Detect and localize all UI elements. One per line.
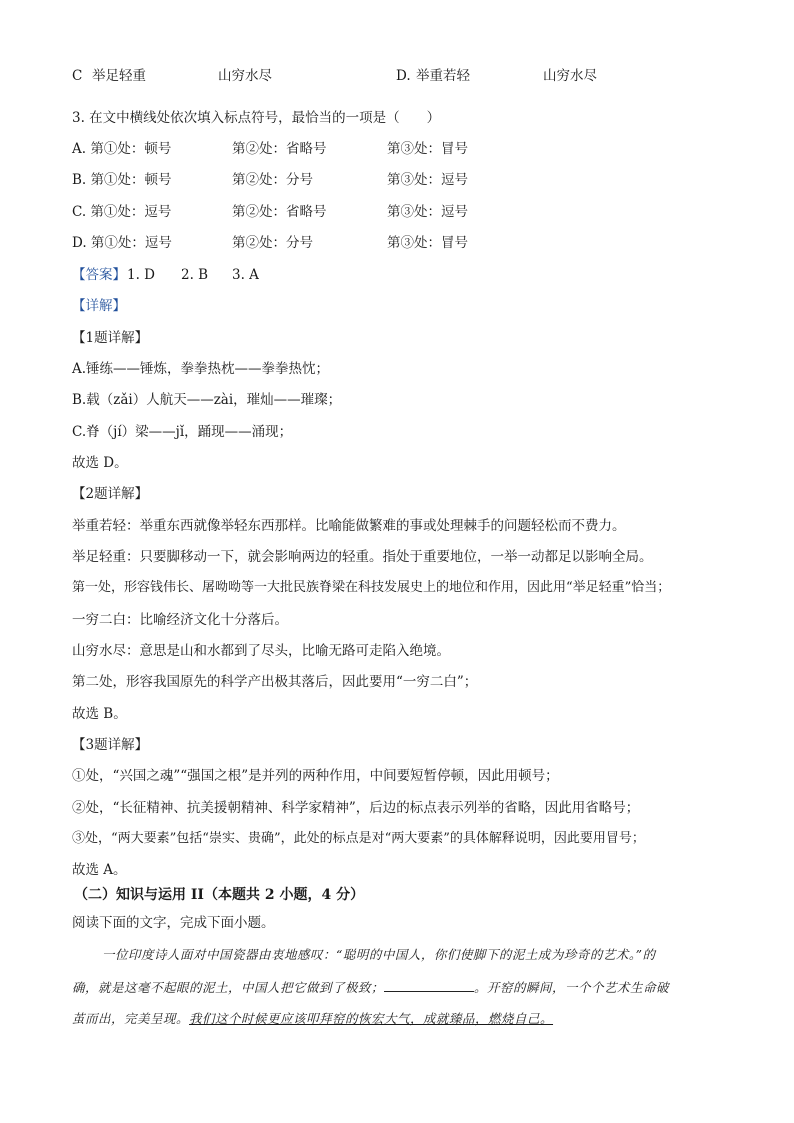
section-2-title: （二）知识与运用 II（本题共 2 小题，4 分）	[74, 887, 365, 903]
detail-3-heading: 【3题详解】	[72, 737, 149, 753]
q3-option-a-p3: 第③处：冒号	[387, 141, 468, 157]
detail-2-heading: 【2题详解】	[72, 486, 149, 502]
option-c-second: 山穷水尽	[218, 68, 272, 84]
detail-2-line-6: 第二处，形容我国原先的科学产出极其落后，因此要用“一穷二白”；	[72, 674, 478, 690]
passage-line-2-end: 。开窑的瞬间，一个个艺术生命破	[474, 980, 670, 995]
answer-1: 1. D	[127, 267, 155, 283]
fill-in-blank[interactable]	[384, 977, 474, 992]
q3-option-d-p3: 第③处：冒号	[387, 235, 468, 251]
section-2-instruction: 阅读下面的文字，完成下面小题。	[72, 915, 275, 931]
detail-3-conclusion: 故选 A。	[72, 862, 127, 878]
detail-2-line-4: 一穷二白：比喻经济文化十分落后。	[72, 612, 288, 628]
detail-3-line-1: ①处，“兴国之魂”“强国之根”是并列的两种作用，中间要短暂停顿，因此用顿号；	[72, 768, 559, 784]
option-d-second: 山穷水尽	[543, 68, 597, 84]
detail-3-line-2: ②处，“长征精神、抗美援朝精神、科学家精神”，后边的标点表示列举的省略，因此用省略号；	[72, 800, 640, 816]
q3-option-a: A. 第①处：顿号	[72, 141, 172, 157]
passage-line-3	[72, 1009, 553, 1029]
detail-2-conclusion: 故选 B。	[72, 706, 127, 722]
q3-option-c: C. 第①处：逗号	[72, 204, 172, 220]
detail-2-line-5: 山穷水尽：意思是山和水都到了尽头，比喻无路可走陷入绝境。	[72, 643, 450, 659]
detail-2-line-3: 第一处，形容钱伟长、屠呦呦等一大批民族脊梁在科技发展史上的地位和作用，因此用“举足轻重”恰当；	[72, 580, 671, 595]
detail-2-line-2: 举足轻重：只要脚移动一下，就会影响两边的轻重。指处于重要地位，一举一动都足以影响全局。	[72, 549, 653, 565]
detail-tag: 【详解】	[72, 298, 126, 314]
underlined-sentence: 我们这个时候更应该叩拜窑的恢宏大气，成就臻品，燃烧自己。	[189, 1011, 554, 1026]
q3-option-c-p3: 第③处：逗号	[387, 204, 468, 220]
answer-tag: 【答案】	[72, 267, 126, 283]
q3-option-b: B. 第①处：顿号	[72, 172, 172, 188]
q3-option-b-p3: 第③处：逗号	[387, 172, 468, 188]
option-c-label: C	[72, 68, 83, 84]
q3-option-d-p2: 第②处：分号	[232, 235, 313, 251]
detail-1-conclusion: 故选 D。	[72, 455, 128, 471]
passage-line-2	[72, 977, 669, 998]
question-3-stem: 3. 在文中横线处依次填入标点符号，最恰当的一项是（ ）	[72, 110, 441, 126]
option-c-first: 举足轻重	[92, 68, 146, 84]
q3-option-b-p2: 第②处：分号	[232, 172, 313, 188]
detail-1-line-b: B.载（zǎi）人航天——zài，璀灿——璀璨；	[72, 392, 342, 408]
detail-2-line-1: 举重若轻：举重东西就像举轻东西那样。比喻能做繁难的事或处理棘手的问题轻松而不费力。	[72, 518, 626, 534]
passage-line-3-start: 茧而出，完美呈现。	[72, 1011, 190, 1026]
q3-option-c-p2: 第②处：省略号	[232, 204, 327, 220]
answer-3: 3. A	[232, 267, 259, 283]
option-d-first: 举重若轻	[416, 68, 470, 84]
detail-3-line-3: ③处，“两大要素”包括“崇实、贵确”，此处的标点是对“两大要素”的具体解释说明，因此要用冒号；	[72, 831, 645, 846]
option-d-label: D.	[396, 68, 411, 84]
detail-1-heading: 【1题详解】	[72, 330, 149, 346]
q3-option-a-p2: 第②处：省略号	[232, 141, 327, 157]
detail-1-line-a: A.锤练——锤炼，拳拳热枕——拳拳热忱；	[72, 361, 330, 377]
passage-line-1: 一位印度诗人面对中国瓷器由衷地感叹：“聪明的中国人，你们使脚下的泥土成为珍奇的艺术。”的	[102, 947, 656, 962]
detail-1-line-c: C.脊（jí）梁——jǐ，踊现——涌现；	[72, 424, 293, 440]
passage-line-2-start: 确，就是这毫不起眼的泥土，中国人把它做到了极致；	[72, 980, 385, 995]
answer-2: 2. B	[181, 267, 209, 283]
q3-option-d: D. 第①处：逗号	[72, 235, 172, 251]
